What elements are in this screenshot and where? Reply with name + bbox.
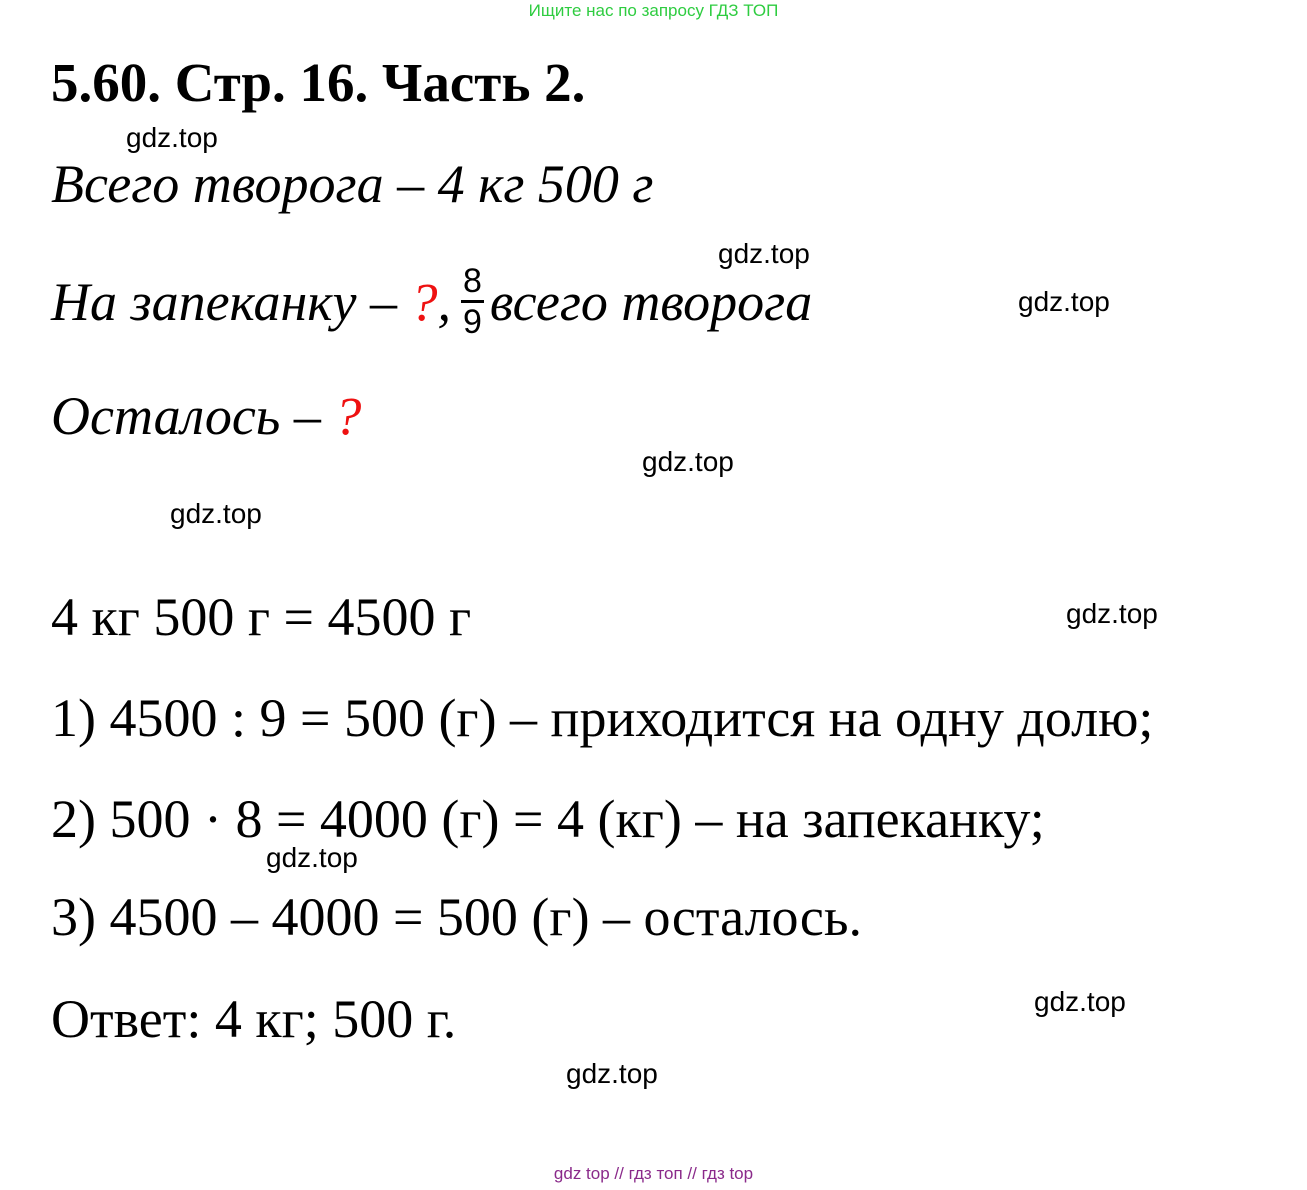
answer-line: Ответ: 4 кг; 500 г.: [51, 989, 457, 1049]
watermark: gdz.top: [642, 446, 734, 477]
solution-step-2: 2) 500 · 8 = 4000 (г) = 4 (кг) – на запеканку;: [51, 789, 1045, 849]
watermark: gdz.top: [1018, 286, 1110, 317]
given-casserole-label: На запеканку –: [51, 271, 411, 332]
watermark: gdz.top: [266, 842, 358, 873]
watermark: gdz.top: [126, 122, 218, 153]
given-line-casserole: [51, 262, 813, 347]
watermark: gdz.top: [170, 498, 262, 529]
solution-step-1: 1) 4500 : 9 = 500 (г) – приходится на одну долю;: [51, 688, 1154, 748]
solution-step-3: 3) 4500 – 4000 = 500 (г) – осталось.: [51, 887, 862, 947]
fraction-eight-ninths: [461, 262, 484, 341]
footer-links[interactable]: gdz top // гдз топ // гдз top: [553, 1164, 754, 1183]
unknown-mark: ?: [410, 271, 438, 332]
watermark: gdz.top: [1066, 598, 1158, 629]
given-line-total: Всего творога – 4 кг 500 г: [51, 154, 654, 214]
given-line-remaining: [51, 386, 361, 446]
unit-conversion: 4 кг 500 г = 4500 г: [51, 587, 472, 647]
watermark: gdz.top: [566, 1058, 658, 1089]
fraction-numerator: 8: [461, 262, 484, 303]
header-note[interactable]: Ищите нас по запросу ГДЗ ТОП: [528, 1, 779, 20]
fraction-denominator: 9: [462, 303, 482, 341]
comma: ,: [437, 271, 451, 332]
given-remaining-label: Осталось –: [51, 386, 335, 446]
given-casserole-suffix: всего творога: [489, 271, 813, 332]
watermark: gdz.top: [718, 238, 810, 269]
watermark: gdz.top: [1034, 986, 1126, 1017]
unknown-mark: ?: [334, 386, 362, 446]
problem-title: 5.60. Стр. 16. Часть 2.: [51, 52, 586, 113]
